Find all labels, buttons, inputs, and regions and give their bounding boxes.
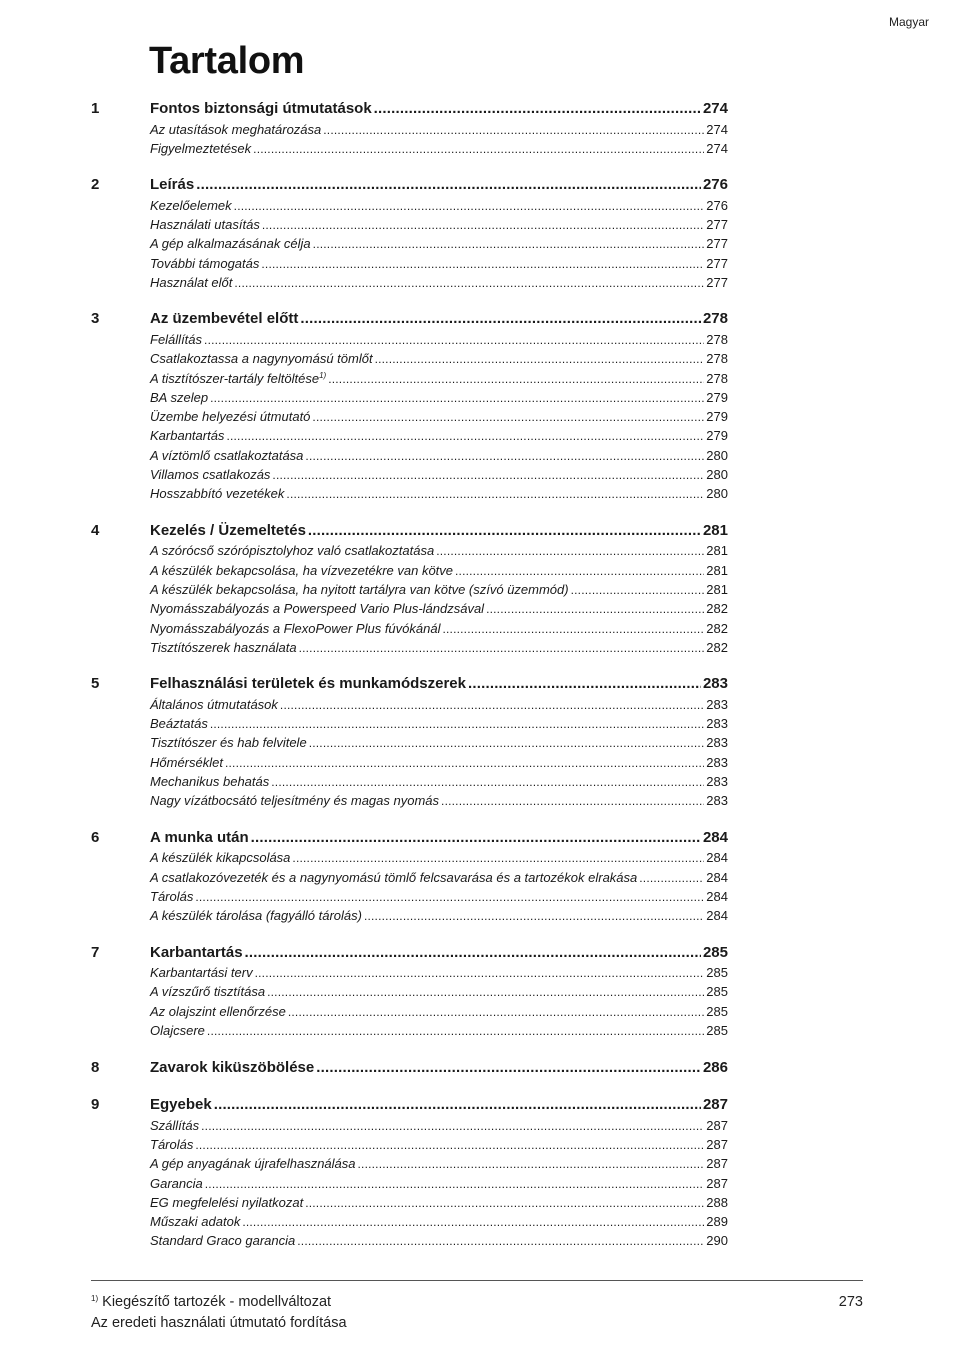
chapter-page: 283 bbox=[702, 675, 728, 693]
toc-subentry[interactable] bbox=[91, 120, 728, 139]
subentry-page: 284 bbox=[706, 850, 728, 866]
subentry-page: 274 bbox=[706, 121, 728, 137]
dot-leader bbox=[442, 620, 704, 639]
dot-leader bbox=[323, 121, 704, 140]
footnote bbox=[91, 1292, 347, 1313]
subentry-text: Nyomásszabályozás a Powerspeed Vario Plus-lándzsával bbox=[150, 601, 485, 617]
toc-subentry[interactable] bbox=[91, 906, 728, 925]
subentry-page: 282 bbox=[706, 620, 728, 636]
toc-section bbox=[91, 175, 728, 292]
chapter-title: Fontos biztonsági útmutatások bbox=[150, 100, 372, 117]
toc-subentry[interactable] bbox=[91, 465, 728, 484]
translation-note: Az eredeti használati útmutató fordítása bbox=[91, 1314, 347, 1331]
subentry-page: 277 bbox=[706, 255, 728, 271]
toc-subentry[interactable] bbox=[91, 349, 728, 368]
dot-leader bbox=[253, 140, 704, 159]
dot-leader bbox=[571, 581, 705, 600]
toc-chapter-entry[interactable] bbox=[91, 828, 728, 849]
subentry-page: 281 bbox=[706, 543, 728, 559]
subentry-page: 277 bbox=[706, 274, 728, 290]
dot-leader bbox=[195, 1136, 704, 1155]
subentry-title bbox=[150, 580, 569, 599]
subentry-title bbox=[150, 1154, 356, 1173]
toc-subentry[interactable] bbox=[91, 1231, 728, 1250]
dot-leader bbox=[486, 600, 704, 619]
subentry-title bbox=[150, 982, 265, 1001]
dot-leader bbox=[271, 773, 704, 792]
subentry-title bbox=[150, 733, 307, 752]
chapter-number: 7 bbox=[91, 943, 100, 961]
toc-section bbox=[91, 521, 728, 657]
subentry-title bbox=[150, 465, 270, 484]
subentry-text: Figyelmeztetések bbox=[150, 140, 252, 156]
dot-leader bbox=[207, 1022, 704, 1041]
dot-leader bbox=[455, 562, 704, 581]
subentry-text: Nyomásszabályozás a FlexoPower Plus fúvókánál bbox=[150, 620, 441, 636]
subentry-text: Használat előt bbox=[150, 274, 233, 290]
subentry-page: 284 bbox=[706, 888, 728, 904]
toc-subentry[interactable] bbox=[91, 848, 728, 867]
chapter-page: 287 bbox=[702, 1096, 728, 1114]
toc-subentry[interactable] bbox=[91, 580, 728, 599]
subentry-title bbox=[150, 848, 290, 867]
dot-leader bbox=[441, 792, 704, 811]
chapter-page: 281 bbox=[702, 521, 728, 539]
dot-leader bbox=[312, 408, 704, 427]
toc-section bbox=[91, 943, 728, 1041]
subentry-page: 280 bbox=[706, 447, 728, 463]
footer bbox=[91, 1292, 347, 1333]
subentry-title bbox=[150, 599, 484, 618]
subentry-title bbox=[150, 234, 311, 253]
toc-section bbox=[91, 1095, 728, 1251]
toc-chapter-entry[interactable] bbox=[91, 175, 728, 196]
dot-leader bbox=[374, 99, 701, 120]
subentry-title bbox=[150, 1212, 240, 1231]
subentry-text: A tisztítószer-tartály feltöltése bbox=[150, 370, 320, 386]
subentry-text: Karbantartás bbox=[150, 428, 225, 444]
dot-leader bbox=[234, 274, 704, 293]
subentry-title bbox=[150, 349, 373, 368]
subentry-text: Tisztítószerek használata bbox=[150, 639, 297, 655]
subentry-title bbox=[150, 1002, 286, 1021]
toc-subentry[interactable] bbox=[91, 733, 728, 752]
toc-subentry[interactable] bbox=[91, 1154, 728, 1173]
dot-leader bbox=[297, 1232, 704, 1251]
subentry-page: 280 bbox=[706, 467, 728, 483]
toc-section bbox=[91, 309, 728, 503]
subentry-page: 287 bbox=[706, 1117, 728, 1133]
toc-subentry[interactable] bbox=[91, 963, 728, 982]
chapter-title: Felhasználási területek és munkamódszerek bbox=[150, 675, 466, 693]
language-label: Magyar bbox=[888, 15, 929, 29]
dot-leader bbox=[305, 447, 704, 466]
subentry-page: 278 bbox=[706, 370, 728, 386]
subentry-title bbox=[150, 1174, 203, 1193]
dot-leader bbox=[195, 888, 704, 907]
toc-subentry[interactable] bbox=[91, 982, 728, 1001]
subentry-text: Az olajszint ellenőrzése bbox=[150, 1003, 286, 1019]
chapter-number: 9 bbox=[91, 1096, 100, 1114]
subentry-page: 274 bbox=[706, 140, 728, 156]
subentry-page: 277 bbox=[706, 236, 728, 252]
toc-subentry[interactable] bbox=[91, 791, 728, 810]
dot-leader bbox=[272, 466, 704, 485]
page-title: Tartalom bbox=[149, 40, 305, 82]
chapter-title: Karbantartás bbox=[150, 943, 243, 961]
dot-leader bbox=[280, 696, 704, 715]
toc-chapter-entry[interactable] bbox=[91, 1058, 728, 1079]
toc-subentry[interactable] bbox=[91, 695, 728, 714]
dot-leader bbox=[308, 521, 701, 542]
dot-leader bbox=[245, 943, 701, 964]
subentry-text: A készülék tárolása (fagyálló tárolás) bbox=[150, 908, 362, 924]
dot-leader bbox=[375, 350, 705, 369]
subentry-page: 285 bbox=[706, 965, 728, 981]
dot-leader bbox=[316, 1058, 701, 1079]
toc-subentry[interactable] bbox=[91, 369, 728, 388]
subentry-title bbox=[150, 407, 310, 426]
subentry-text: Standard Graco garancia bbox=[150, 1233, 296, 1249]
subentry-text: A szórócső szórópisztolyhoz való csatlakoztatása bbox=[150, 543, 435, 559]
toc-chapter-entry[interactable] bbox=[91, 99, 728, 120]
toc-subentry[interactable] bbox=[91, 426, 728, 445]
subentry-text: A készülék kikapcsolása bbox=[150, 850, 291, 866]
dot-leader bbox=[201, 1117, 704, 1136]
subentry-page: 280 bbox=[706, 486, 728, 502]
subentry-title bbox=[150, 695, 278, 714]
toc-subentry[interactable] bbox=[91, 330, 728, 349]
chapter-title: Az üzembevétel előtt bbox=[150, 310, 299, 328]
toc-subentry[interactable] bbox=[91, 772, 728, 791]
subentry-page: 284 bbox=[706, 869, 728, 885]
toc-subentry[interactable] bbox=[91, 215, 728, 234]
subentry-title bbox=[150, 330, 202, 349]
dot-leader bbox=[468, 674, 701, 695]
footnote-text: Kiegészítő tartozék - modellváltozat bbox=[102, 1294, 332, 1310]
subentry-text: Az utasítások meghatározása bbox=[150, 121, 322, 137]
dot-leader bbox=[267, 983, 704, 1002]
toc-subentry[interactable] bbox=[91, 561, 728, 580]
chapter-title: Zavarok kiküszöbölése bbox=[150, 1058, 315, 1076]
dot-leader bbox=[261, 255, 704, 274]
subentry-page: 283 bbox=[706, 716, 728, 732]
subentry-page: 283 bbox=[706, 696, 728, 712]
subentry-page: 276 bbox=[706, 197, 728, 213]
dot-leader bbox=[204, 331, 704, 350]
toc-subentry[interactable] bbox=[91, 753, 728, 772]
subentry-title bbox=[150, 868, 637, 887]
subentry-title bbox=[150, 1135, 193, 1154]
chapter-page: 276 bbox=[702, 176, 728, 194]
subentry-text: Tárolás bbox=[150, 888, 194, 904]
footnote-marker: 1) bbox=[91, 1294, 99, 1303]
subentry-page: 290 bbox=[706, 1233, 728, 1249]
subentry-page: 282 bbox=[706, 601, 728, 617]
subentry-title bbox=[150, 541, 434, 560]
chapter-page: 285 bbox=[702, 943, 728, 961]
subentry-text: Hosszabbító vezetékek bbox=[150, 486, 285, 502]
subentry-page: 283 bbox=[706, 773, 728, 789]
subentry-text: Hőmérséklet bbox=[150, 754, 223, 770]
subentry-title bbox=[150, 772, 269, 791]
subentry-title bbox=[150, 120, 321, 139]
chapter-page: 286 bbox=[702, 1058, 728, 1076]
dot-leader bbox=[309, 734, 705, 753]
subentry-title bbox=[150, 446, 303, 465]
toc-subentry[interactable] bbox=[91, 619, 728, 638]
dot-leader bbox=[196, 175, 701, 196]
toc-subentry[interactable] bbox=[91, 407, 728, 426]
subentry-title bbox=[150, 714, 208, 733]
toc-subentry[interactable] bbox=[91, 1174, 728, 1193]
subentry-text: Általános útmutatások bbox=[150, 696, 278, 712]
subentry-page: 285 bbox=[706, 984, 728, 1000]
toc-subentry[interactable] bbox=[91, 599, 728, 618]
subentry-text: Garancia bbox=[150, 1175, 203, 1191]
subentry-text: További támogatás bbox=[150, 255, 260, 271]
toc-chapter-entry[interactable] bbox=[91, 1095, 728, 1116]
toc-subentry[interactable] bbox=[91, 484, 728, 503]
subentry-title bbox=[150, 254, 259, 273]
subentry-text: A gép anyagának újrafelhasználása bbox=[150, 1156, 356, 1172]
dot-leader bbox=[364, 907, 704, 926]
toc-chapter-entry[interactable] bbox=[91, 521, 728, 542]
chapter-number: 6 bbox=[91, 828, 100, 846]
toc-subentry[interactable] bbox=[91, 446, 728, 465]
toc-subentry[interactable] bbox=[91, 388, 728, 407]
subentry-title bbox=[150, 963, 253, 982]
subentry-text: Kezelőelemek bbox=[150, 197, 232, 213]
subentry-text: Nagy vízátbocsátó teljesítmény és magas nyomás bbox=[150, 793, 440, 809]
subentry-title bbox=[150, 753, 223, 772]
subentry-page: 283 bbox=[706, 735, 728, 751]
dot-leader bbox=[251, 828, 701, 849]
subentry-text: Használati utasítás bbox=[150, 217, 260, 233]
subentry-page: 278 bbox=[706, 351, 728, 367]
subentry-page: 282 bbox=[706, 639, 728, 655]
toc-subentry[interactable] bbox=[91, 714, 728, 733]
chapter-page: 284 bbox=[702, 828, 728, 846]
dot-leader bbox=[299, 639, 705, 658]
toc-subentry[interactable] bbox=[91, 1021, 728, 1040]
subentry-title bbox=[150, 215, 260, 234]
subentry-text: Műszaki adatok bbox=[150, 1214, 241, 1230]
toc-chapter-entry[interactable] bbox=[91, 309, 728, 330]
subentry-text: Felállítás bbox=[150, 331, 203, 347]
dot-leader bbox=[286, 485, 704, 504]
dot-leader bbox=[358, 1155, 705, 1174]
chapter-title: Leírás bbox=[150, 176, 195, 194]
toc-subentry[interactable] bbox=[91, 273, 728, 292]
dot-leader bbox=[234, 197, 705, 216]
dot-leader bbox=[225, 754, 704, 773]
subentry-title bbox=[150, 273, 232, 292]
subentry-text: A készülék bekapcsolása, ha vízvezetékre van kötve bbox=[150, 562, 454, 578]
chapter-number: 1 bbox=[91, 100, 100, 117]
chapter-number: 3 bbox=[91, 310, 100, 328]
subentry-title bbox=[150, 1116, 199, 1135]
subentry-page: 279 bbox=[706, 389, 728, 405]
dot-leader bbox=[255, 964, 705, 983]
dot-leader bbox=[288, 1003, 704, 1022]
subentry-text: BA szelep bbox=[150, 389, 209, 405]
toc-subentry[interactable] bbox=[91, 234, 728, 253]
dot-leader bbox=[205, 1175, 705, 1194]
subentry-text: Villamos csatlakozás bbox=[150, 467, 271, 483]
toc-subentry[interactable] bbox=[91, 1212, 728, 1231]
toc-chapter-entry[interactable] bbox=[91, 674, 728, 695]
page-number: 273 bbox=[838, 1294, 863, 1310]
toc-section bbox=[91, 99, 728, 158]
subentry-page: 287 bbox=[706, 1175, 728, 1191]
toc-subentry[interactable] bbox=[91, 1135, 728, 1154]
toc-subentry[interactable] bbox=[91, 1116, 728, 1135]
subentry-title bbox=[150, 887, 193, 906]
subentry-text: Tárolás bbox=[150, 1136, 194, 1152]
subentry-title bbox=[150, 1021, 205, 1040]
subentry-title bbox=[150, 1193, 303, 1212]
toc-subentry[interactable] bbox=[91, 1193, 728, 1212]
chapter-number: 5 bbox=[91, 675, 100, 693]
dot-leader bbox=[210, 715, 704, 734]
toc-subentry[interactable] bbox=[91, 638, 728, 657]
subentry-page: 283 bbox=[706, 754, 728, 770]
toc-subentry[interactable] bbox=[91, 1002, 728, 1021]
dot-leader bbox=[226, 427, 704, 446]
toc-subentry[interactable] bbox=[91, 196, 728, 215]
dot-leader bbox=[305, 1194, 704, 1213]
subentry-title bbox=[150, 619, 440, 638]
toc-section bbox=[91, 674, 728, 810]
toc-subentry[interactable] bbox=[91, 868, 728, 887]
subentry-title bbox=[150, 1231, 295, 1250]
subentry-text: A víztömlő csatlakoztatása bbox=[150, 447, 304, 463]
chapter-title: Egyebek bbox=[150, 1096, 212, 1114]
subentry-title bbox=[150, 561, 453, 580]
dot-leader bbox=[214, 1095, 701, 1116]
subentry-text: A készülék bekapcsolása, ha nyitott tartályra van kötve (szívó üzemmód) bbox=[150, 581, 569, 597]
toc-section bbox=[91, 1058, 728, 1079]
subentry-page: 285 bbox=[706, 1023, 728, 1039]
subentry-title bbox=[150, 139, 251, 158]
dot-leader bbox=[242, 1213, 704, 1232]
subentry-title bbox=[150, 791, 439, 810]
subentry-title bbox=[150, 906, 362, 925]
chapter-number: 4 bbox=[91, 521, 100, 539]
subentry-text: A vízszűrő tisztítása bbox=[150, 984, 266, 1000]
toc-chapter-entry[interactable] bbox=[91, 943, 728, 964]
toc-section bbox=[91, 828, 728, 926]
subentry-text: Szállítás bbox=[150, 1117, 200, 1133]
subentry-text: Olajcsere bbox=[150, 1023, 205, 1039]
dot-leader bbox=[262, 216, 704, 235]
chapter-title: Kezelés / Üzemeltetés bbox=[150, 521, 306, 539]
dot-leader bbox=[313, 235, 705, 254]
subentry-text: A csatlakozóvezeték és a nagynyomású tömlő felcsavarása és a tartozékok elrakása bbox=[150, 869, 638, 885]
subentry-text: Beáztatás bbox=[150, 716, 208, 732]
chapter-page: 274 bbox=[702, 100, 728, 117]
subentry-title bbox=[150, 196, 232, 215]
subentry-text: Karbantartási terv bbox=[150, 965, 253, 981]
subentry-title bbox=[150, 638, 297, 657]
toc-subentry[interactable] bbox=[91, 139, 728, 158]
subentry-text: Tisztítószer és hab felvitele bbox=[150, 735, 307, 751]
dot-leader bbox=[436, 542, 704, 561]
chapter-number: 8 bbox=[91, 1058, 100, 1076]
chapter-number: 2 bbox=[91, 176, 100, 194]
subentry-text: EG megfelelési nyilatkozat bbox=[150, 1194, 304, 1210]
subentry-text: Mechanikus behatás bbox=[150, 773, 270, 789]
subentry-text: A gép alkalmazásának célja bbox=[150, 236, 311, 252]
dot-leader bbox=[328, 370, 704, 389]
toc-subentry[interactable] bbox=[91, 541, 728, 560]
subentry-title bbox=[150, 426, 224, 445]
subentry-text: Csatlakoztassa a nagynyomású tömlőt bbox=[150, 351, 373, 367]
subentry-title bbox=[150, 369, 326, 388]
subentry-page: 283 bbox=[706, 793, 728, 809]
subentry-page: 289 bbox=[706, 1214, 728, 1230]
subentry-page: 277 bbox=[706, 217, 728, 233]
chapter-title: A munka után bbox=[150, 828, 249, 846]
toc-subentry[interactable] bbox=[91, 887, 728, 906]
subentry-title bbox=[150, 484, 284, 503]
dot-leader bbox=[639, 869, 704, 888]
subentry-page: 288 bbox=[706, 1194, 728, 1210]
footer-divider bbox=[91, 1280, 863, 1281]
dot-leader bbox=[300, 309, 701, 330]
subentry-page: 287 bbox=[706, 1156, 728, 1172]
subentry-page: 281 bbox=[706, 581, 728, 597]
subentry-page: 285 bbox=[706, 1003, 728, 1019]
subentry-text: Üzembe helyezési útmutató bbox=[150, 409, 311, 425]
subentry-page: 287 bbox=[706, 1136, 728, 1152]
subentry-page: 281 bbox=[706, 562, 728, 578]
dot-leader bbox=[210, 389, 704, 408]
subentry-page: 279 bbox=[706, 409, 728, 425]
dot-leader bbox=[292, 849, 704, 868]
chapter-page: 278 bbox=[702, 310, 728, 328]
table-of-contents bbox=[91, 99, 728, 1268]
subentry-page: 278 bbox=[706, 331, 728, 347]
toc-subentry[interactable] bbox=[91, 254, 728, 273]
subentry-title bbox=[150, 388, 208, 407]
subentry-page: 279 bbox=[706, 428, 728, 444]
footnote-ref: 1) bbox=[319, 370, 327, 380]
subentry-page: 284 bbox=[706, 908, 728, 924]
